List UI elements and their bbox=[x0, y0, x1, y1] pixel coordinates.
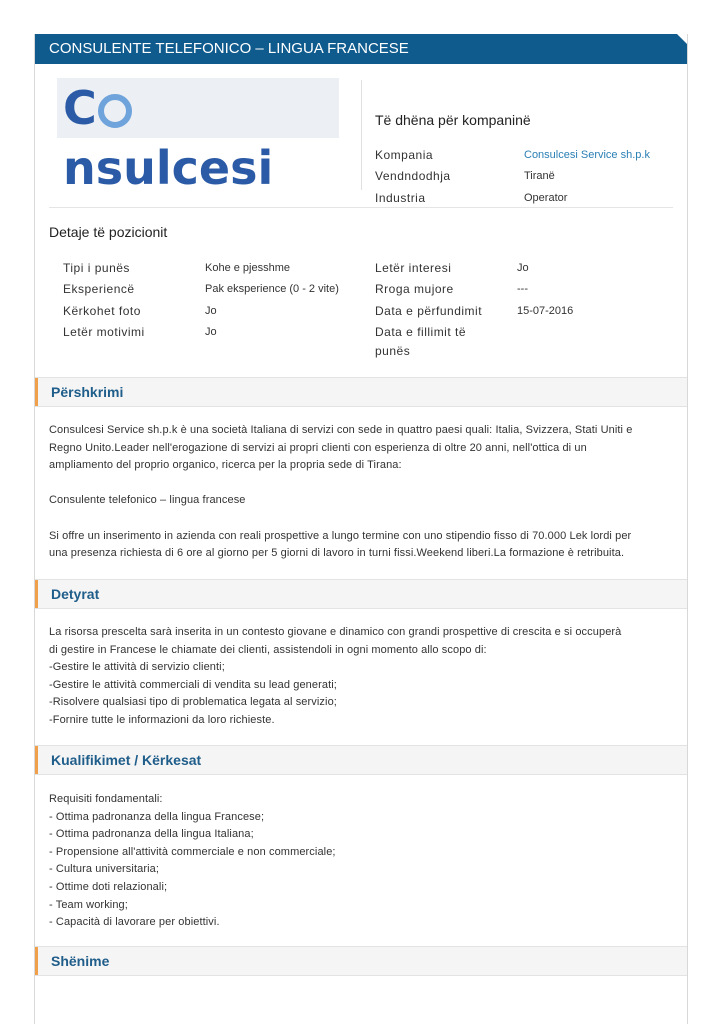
duties-line: di gestire in Francese le chiamate dei clienti, assistendoli in ogni momento allo scopo di: bbox=[49, 643, 487, 656]
section-accent-bar bbox=[35, 947, 38, 975]
description-line: una presenza richiesta di 6 ore al giorno per 5 giorni di lavoro in turni fissi.Weekend liberi.La formazione è retribuita. bbox=[49, 547, 625, 560]
position-label-type: Tipi i punës bbox=[63, 261, 130, 275]
position-experience-value: Pak eksperience (0 - 2 vite) bbox=[205, 283, 339, 295]
description-line: Regno Unito.Leader nell'erogazione di servizi ai propri clienti con esperienza di oltre 20 anni, nell'ottica di un bbox=[49, 441, 587, 454]
job-posting-page bbox=[34, 34, 688, 1024]
company-industry-value: Operator bbox=[524, 192, 568, 204]
position-label-end-date: Data e përfundimit bbox=[375, 304, 483, 318]
section-header-description bbox=[35, 377, 687, 407]
position-type-value: Kohe e pjesshme bbox=[205, 262, 290, 274]
position-interest-value: Jo bbox=[517, 262, 529, 274]
duties-line: -Gestire le attività di servizio clienti; bbox=[49, 661, 225, 674]
duties-line: La risorsa prescelta sarà inserita in un contesto giovane e dinamico con grandi prospettive di crescita e si occuperà bbox=[49, 626, 622, 638]
description-line: Si offre un inserimento in azienda con reali prospettive a lungo termine con uno stipendio fisso di 70.000 Lek lordi per bbox=[49, 529, 632, 542]
company-logo bbox=[57, 78, 339, 195]
section-accent-bar bbox=[35, 746, 38, 774]
company-label-location: Vendndodhja bbox=[375, 169, 451, 183]
qualifications-line: - Propensione all'attività commerciale e non commerciale; bbox=[49, 845, 336, 858]
position-end-date-value: 15-07-2016 bbox=[517, 305, 574, 317]
position-label-salary: Rroga mujore bbox=[375, 282, 454, 296]
position-label-experience: Eksperiencë bbox=[63, 282, 135, 296]
section-accent-bar bbox=[35, 378, 38, 406]
job-title: CONSULENTE TELEFONICO – LINGUA FRANCESE bbox=[49, 40, 409, 57]
position-label-motivation: Letër motivimi bbox=[63, 325, 145, 339]
company-location-value: Tiranë bbox=[524, 170, 555, 182]
position-photo-value: Jo bbox=[205, 305, 217, 317]
qualifications-line: - Ottima padronanza della lingua Francese; bbox=[49, 810, 265, 823]
position-label-start-date-line1: Data e fillimit të bbox=[375, 325, 467, 339]
job-title-bar bbox=[35, 34, 687, 64]
position-details-heading: Detaje të pozicionit bbox=[49, 224, 168, 240]
qualifications-line: - Ottima padronanza della lingua Italiana; bbox=[49, 828, 254, 841]
company-label-industry: Industria bbox=[375, 191, 426, 205]
company-label-name: Kompania bbox=[375, 148, 434, 162]
description-line: Consulente telefonico – lingua francese bbox=[49, 494, 246, 507]
section-body-description bbox=[49, 422, 673, 563]
section-accent-bar bbox=[35, 580, 38, 608]
section-body-qualifications bbox=[49, 791, 673, 932]
description-spacer bbox=[49, 475, 673, 493]
company-info-heading: Të dhëna për kompaninë bbox=[375, 112, 531, 128]
description-spacer bbox=[49, 510, 673, 528]
qualifications-line: Requisiti fondamentali: bbox=[49, 793, 163, 805]
duties-line: -Gestire le attività commerciali di vendita su lead generati; bbox=[49, 678, 337, 691]
logo-text-end: nsulcesi bbox=[63, 141, 274, 195]
divider bbox=[49, 207, 673, 208]
logo-text-start: C bbox=[63, 81, 97, 135]
position-salary-value: --- bbox=[517, 283, 528, 295]
company-name-link[interactable]: Consulcesi Service sh.p.k bbox=[524, 149, 650, 161]
section-title-qualifications: Kualifikimet / Kërkesat bbox=[51, 752, 202, 768]
position-label-start-date-line2: punës bbox=[375, 344, 411, 358]
description-line: Consulcesi Service sh.p.k è una società Italiana di servizi con sede in quattro paesi quali: Italia, Svizzera, Stati Uniti e bbox=[49, 424, 633, 436]
company-block bbox=[35, 64, 687, 206]
position-label-interest: Letër interesi bbox=[375, 261, 452, 275]
position-motivation-value: Jo bbox=[205, 326, 217, 338]
section-header-qualifications bbox=[35, 745, 687, 775]
qualifications-line: - Capacità di lavorare per obiettivi. bbox=[49, 916, 220, 929]
section-title-notes: Shënime bbox=[51, 953, 110, 969]
section-title-duties: Detyrat bbox=[51, 586, 100, 602]
section-header-notes bbox=[35, 946, 687, 976]
duties-line: -Fornire tutte le informazioni da loro richieste. bbox=[49, 713, 275, 726]
qualifications-line: - Cultura universitaria; bbox=[49, 863, 159, 876]
duties-line: -Risolvere qualsiasi tipo di problematica legata al servizio; bbox=[49, 696, 337, 709]
position-label-photo: Kërkohet foto bbox=[63, 304, 141, 318]
vertical-divider bbox=[361, 80, 362, 190]
section-header-duties bbox=[35, 579, 687, 609]
qualifications-line: - Ottime doti relazionali; bbox=[49, 880, 168, 893]
section-body-duties bbox=[49, 624, 673, 730]
qualifications-line: - Team working; bbox=[49, 898, 128, 911]
logo-o-ring-icon bbox=[98, 94, 132, 128]
section-title-description: Përshkrimi bbox=[51, 384, 124, 400]
description-line: ampliamento del proprio organico, ricerca per la propria sede di Tirana: bbox=[49, 459, 402, 472]
